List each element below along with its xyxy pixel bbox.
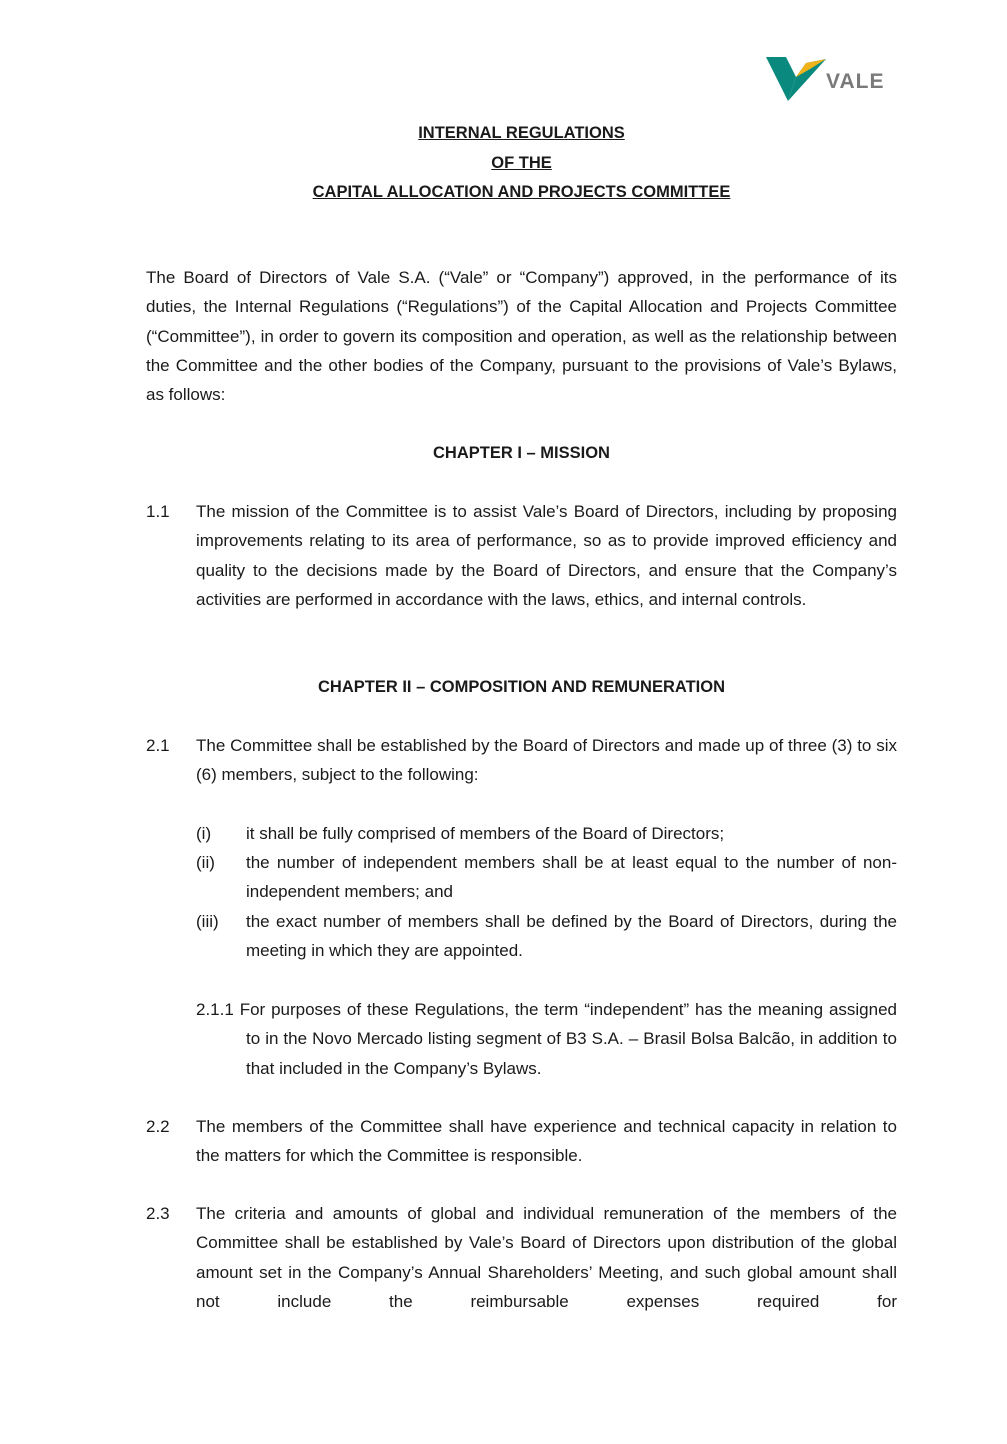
title-line-3: CAPITAL ALLOCATION AND PROJECTS COMMITTEE bbox=[312, 183, 731, 201]
intro-paragraph: The Board of Directors of Vale S.A. (“Vale” or “Company”) approved, in the performance of its duties, the Internal Regulations (“Regulations”) of the Capital Allocation and Projects Committee (“Committee”), in order to govern its composition and operation, as well as the relationship between the Committee and the other bodies of the Company, pursuant to the provisions of Vale’s Bylaws, as follows: bbox=[146, 268, 897, 405]
clause-2-1-1: 2.1.1 For purposes of these Regulations, the term “independent” has the meaning assigned to in the Novo Mercado listing segment of B3 S.A. – Brasil Bolsa Balcão, in addition to that included in the Company’s Bylaws. bbox=[196, 1000, 897, 1078]
title-line-1: INTERNAL REGULATIONS bbox=[418, 124, 625, 142]
sub-item-text: the exact number of members shall be defined by the Board of Directors, during the meeting in which they are appointed. bbox=[246, 912, 897, 961]
clause-text: The mission of the Committee is to assist Vale’s Board of Directors, including by proposing improvements relating to its area of performance, so as to provide improved efficiency and quality to the decisions made by the Board of Directors, and ensure that the Company’s activities are performed in accordance with the laws, ethics, and internal controls. bbox=[196, 502, 897, 609]
vale-v-icon bbox=[766, 55, 826, 105]
clause-text: The criteria and amounts of global and individual remuneration of the members of the Committee shall be established by Vale’s Board of Directors upon distribution of the global amount set in the Company’s Annual Shareholders’ Meeting, and such global amount shall not include the reimbursable expenses required for bbox=[196, 1204, 897, 1311]
title-line-2: OF THE bbox=[491, 153, 552, 172]
sub-item-i bbox=[196, 819, 897, 848]
clause-number: 2.3 bbox=[146, 1204, 170, 1223]
sub-item-iii bbox=[196, 907, 897, 966]
clause-text: The Committee shall be established by the Board of Directors and made up of three (3) to six (6) members, subject to the following: bbox=[196, 736, 897, 785]
clause-number: 1.1 bbox=[146, 502, 170, 521]
sub-item-text: it shall be fully comprised of members of the Board of Directors; bbox=[246, 824, 725, 843]
clause-2-1 bbox=[146, 731, 897, 790]
clause-2-3 bbox=[146, 1199, 897, 1316]
clause-number: 2.1 bbox=[146, 736, 170, 755]
sub-item-text: the number of independent members shall be at least equal to the number of non-independent members; and bbox=[246, 853, 897, 902]
sub-item-number: (ii) bbox=[196, 853, 215, 872]
clause-2-2 bbox=[146, 1112, 897, 1171]
vale-logo bbox=[766, 55, 886, 105]
clause-text: The members of the Committee shall have experience and technical capacity in relation to the matters for which the Committee is responsible. bbox=[196, 1117, 897, 1166]
sub-item-number: (iii) bbox=[196, 912, 219, 931]
sub-item-number: (i) bbox=[196, 824, 212, 843]
sub-item-ii bbox=[196, 848, 897, 907]
chapter-2-heading: CHAPTER II – COMPOSITION AND REMUNERATION bbox=[317, 678, 725, 696]
clause-number: 2.2 bbox=[146, 1117, 170, 1136]
clause-1-1 bbox=[146, 497, 897, 614]
document-title bbox=[146, 119, 897, 208]
chapter-1-heading: CHAPTER I – MISSION bbox=[433, 444, 610, 462]
vale-logo-text: VALE bbox=[826, 70, 885, 93]
